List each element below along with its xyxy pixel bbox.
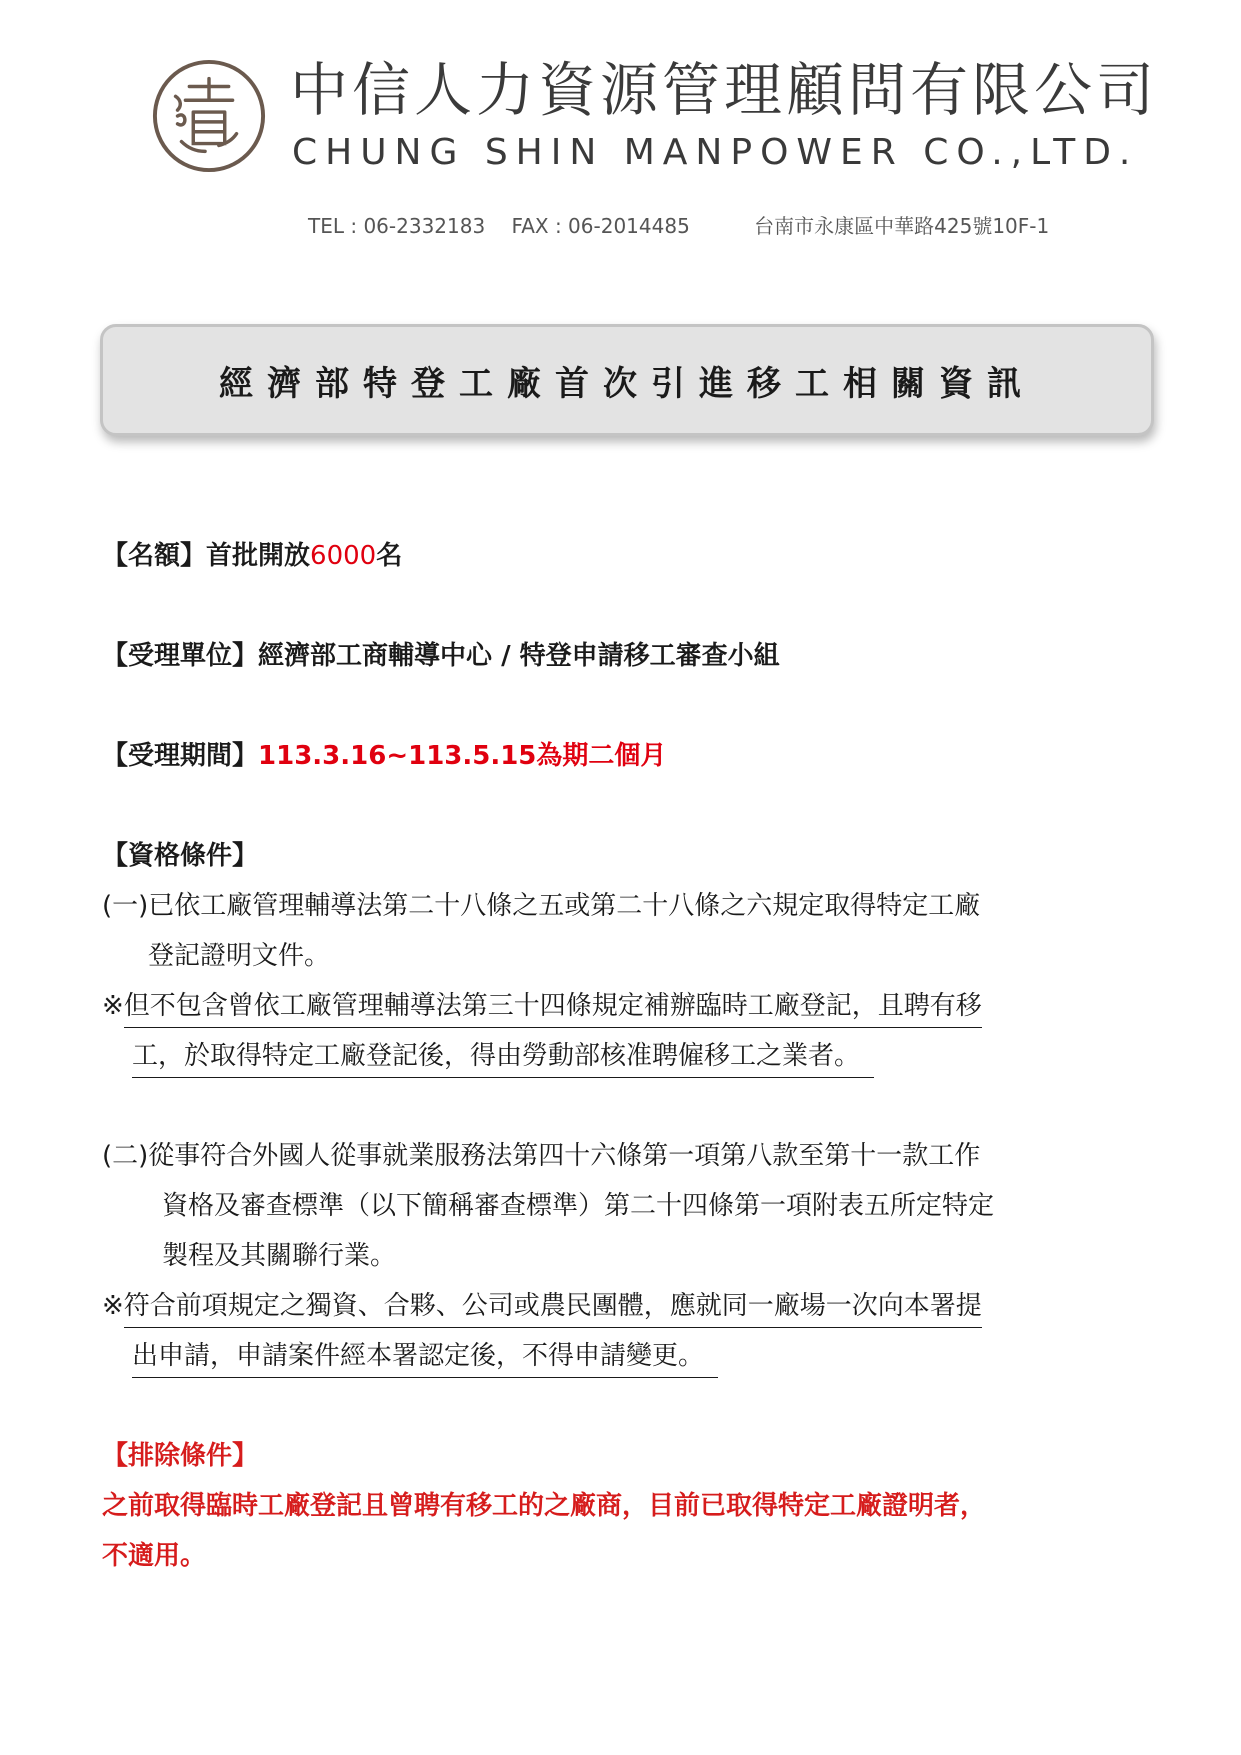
qualification-note2-line2 bbox=[132, 1338, 718, 1374]
tel-text: TEL : 06-2332183 bbox=[308, 214, 486, 238]
note2-text-2: 出申請，申請案件經本署認定後，不得申請變更。 bbox=[132, 1341, 718, 1378]
unit-line bbox=[102, 638, 780, 674]
quota-line bbox=[102, 538, 402, 574]
qualification-note1-line2 bbox=[132, 1038, 874, 1074]
note1-text-1: 但不包含曾依工廠管理輔導法第三十四條規定補辦臨時工廠登記，且聘有移 bbox=[124, 991, 982, 1028]
qualification-note1-line1 bbox=[102, 988, 982, 1024]
unit-label: 【受理單位】 bbox=[102, 641, 259, 671]
title-banner bbox=[100, 324, 1154, 436]
exclusion-heading: 【排除條件】 bbox=[102, 1441, 259, 1471]
qualification-heading: 【資格條件】 bbox=[102, 841, 259, 871]
company-logo-icon bbox=[150, 57, 268, 175]
document-title: 經濟部特登工廠首次引進移工相關資訊 bbox=[219, 363, 1035, 404]
quota-suffix: 名 bbox=[376, 541, 403, 571]
address-text: 台南市永康區中華路425號10F-1 bbox=[754, 214, 1050, 238]
exclusion-line1: 之前取得臨時工廠登記且曾聘有移工的之廠商，目前已取得特定工廠證明者， bbox=[102, 1491, 987, 1521]
quota-number: 6000 bbox=[310, 541, 377, 571]
qualification-note2-line1 bbox=[102, 1288, 982, 1324]
qualification-item1-line1: (一)已依工廠管理輔導法第二十八條之五或第二十八條之六規定取得特定工廠 bbox=[102, 891, 981, 921]
qualification-item2-line3: 製程及其關聯行業。 bbox=[162, 1241, 397, 1271]
note1-text-2: 工，於取得特定工廠登記後，得由勞動部核准聘僱移工之業者。 bbox=[132, 1041, 874, 1078]
qualification-item1-line2: 登記證明文件。 bbox=[148, 941, 331, 971]
letterhead bbox=[150, 55, 1159, 175]
company-name-en: CHUNG SHIN MANPOWER CO.,LTD. bbox=[292, 132, 1139, 173]
qualification-item2-line1: (二)從事符合外國人從事就業服務法第四十六條第一項第八款至第十一款工作 bbox=[102, 1141, 981, 1171]
note2-text-1: 符合前項規定之獨資、合夥、公司或農民團體，應就同一廠場一次向本署提 bbox=[124, 1291, 982, 1328]
contact-line bbox=[308, 210, 1049, 239]
period-value: 113.3.16~113.5.15為期二個月 bbox=[258, 741, 667, 771]
quota-prefix: 首批開放 bbox=[206, 541, 311, 571]
exclusion-line2: 不適用。 bbox=[102, 1541, 207, 1571]
qualification-item2-line2: 資格及審查標準（以下簡稱審查標準）第二十四條第一項附表五所定特定 bbox=[162, 1191, 995, 1221]
period-line bbox=[102, 738, 666, 774]
note1-mark: ※ bbox=[102, 991, 124, 1021]
company-name-zh: 中信人力資源管理顧問有限公司 bbox=[290, 56, 1159, 124]
quota-label: 【名額】 bbox=[102, 541, 207, 571]
fax-text: FAX : 06-2014485 bbox=[511, 214, 690, 238]
unit-value: 經濟部工商輔導中心 / 特登申請移工審查小組 bbox=[258, 641, 780, 671]
period-label: 【受理期間】 bbox=[102, 741, 259, 771]
note2-mark: ※ bbox=[102, 1291, 124, 1321]
